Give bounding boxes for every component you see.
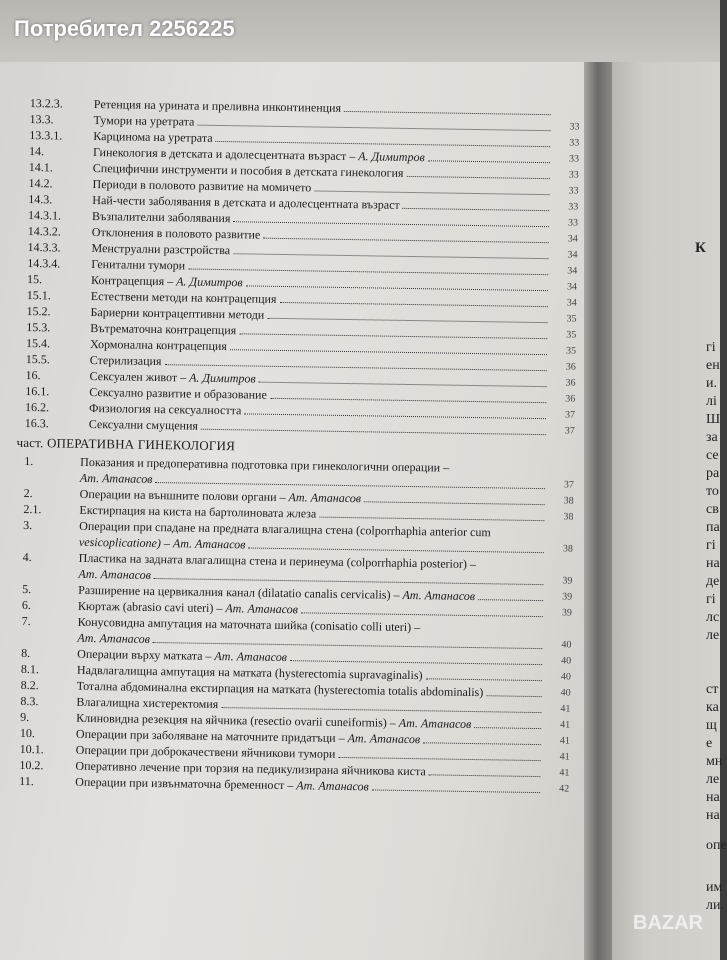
toc-entry-author: Ат. Атанасов	[77, 630, 151, 646]
toc-entry-page: 42	[559, 783, 570, 795]
toc-entry-title: Операции върху матката – Ат. Атанасов	[77, 646, 288, 665]
toc-entry-page: 33	[568, 185, 579, 197]
right-page-fragment: е	[706, 736, 713, 751]
right-page-fragment: и.	[706, 376, 717, 391]
toc-entry-page: 33	[567, 217, 579, 229]
toc-part-1	[25, 95, 580, 440]
toc-entry-author: – Ат. Атанасов	[202, 648, 288, 665]
toc-entry-title: Сексуален живот – А. Димитров	[89, 368, 256, 386]
toc-entry-number: 16.1.	[25, 383, 50, 399]
toc-entry-title: Тумори на уретрата	[93, 113, 195, 129]
dot-leader	[319, 517, 544, 522]
toc-entry-title: Карцинома на уретрата	[93, 129, 213, 145]
toc-entry-title: Операции при заболяване на маточните придатъци – Ат. Атанасов	[75, 726, 421, 747]
right-page-fragment: гі	[706, 340, 716, 355]
toc-entry-title: Менструални разстройства	[91, 240, 231, 258]
dot-leader	[267, 318, 547, 323]
toc-entry-page: 41	[560, 719, 571, 731]
toc-entry-title: Хормонална контрацепция	[89, 336, 228, 354]
toc-entry-number: 13.2.3.	[29, 95, 63, 111]
toc-entry-title: Периоди в половото развитие на момичето	[92, 176, 312, 195]
toc-entry-title: Разширение на цервикалния канал (dilatatio canalis cervicalis) – Ат. Атанасов	[78, 582, 476, 604]
right-page-fragment: мн	[706, 754, 723, 769]
toc-entry-title: Операции при доброкачествени яйчникови тумори	[75, 742, 336, 761]
right-page-heading: К	[695, 240, 706, 256]
toc-entry-number: 15.5.	[25, 351, 50, 367]
toc-entry-number: 2.1.	[23, 501, 42, 517]
toc-entry-number: 15.4.	[25, 335, 51, 351]
toc-entry-page: 35	[565, 345, 577, 357]
toc-entry-page: 41	[559, 735, 571, 747]
right-page-fragment: гі	[706, 538, 716, 553]
dot-leader	[428, 160, 550, 163]
toc-entry-author: – Ат. Атанасов	[335, 730, 421, 747]
toc-entry-author: – Ат. Атанасов	[386, 715, 472, 732]
right-page-fragment: ле	[706, 772, 720, 787]
toc-entry-page: 34	[567, 249, 578, 261]
user-watermark: Потребител 2256225	[14, 16, 235, 41]
dot-leader	[429, 774, 541, 777]
dot-leader	[474, 727, 541, 729]
right-page-fragment: за	[706, 430, 718, 445]
toc-entry-author: – Ат. Атанасов	[276, 489, 362, 506]
toc-entry-title: Възпалителни заболявания	[91, 208, 231, 226]
dot-leader	[478, 599, 543, 601]
dot-leader	[486, 695, 541, 697]
dot-leader	[279, 302, 547, 307]
toc-entry-page: 33	[569, 137, 580, 149]
toc-entry-title: Влагалищна хистеректомия	[76, 694, 219, 712]
toc-entry-page: 38	[563, 495, 574, 507]
toc-entry-title: Екстирпация на киста на бартолиновата жлеза	[79, 502, 317, 521]
dot-leader	[344, 111, 551, 115]
toc-entry-number: 10.	[19, 725, 36, 741]
toc-entry-page: 37	[563, 479, 575, 491]
toc-entry-number: 8.1.	[20, 661, 40, 677]
toc-entry-number: 8.	[21, 645, 31, 661]
toc-entry-number: 1.	[24, 453, 34, 469]
toc-entry-number: 16.3.	[24, 415, 49, 431]
toc-entry-title: Сексуални смущения	[88, 416, 199, 433]
toc-entry-author: Ат. Атанасов	[78, 566, 152, 582]
toc-entry-author: vesicoplicatione) – Ат. Атанасов	[78, 534, 246, 552]
toc-entry-number: 13.3.	[29, 111, 54, 127]
toc-entry-title: Операции при извънматочна бременност – Ат. Атанасов	[75, 774, 369, 794]
toc-entry-number: 14.3.4.	[27, 255, 61, 271]
toc-entry-title: Клиновидна резекция на яйчника (resectio ovarii cuneiformis) – Ат. Атанасов	[76, 710, 472, 732]
toc-entry-author: Ат. Атанасов	[79, 470, 153, 486]
toc-entry-author: – А. Димитров	[346, 148, 425, 165]
dot-leader	[372, 789, 540, 793]
toc-entry-page: 34	[566, 297, 577, 309]
toc-entry-number: 10.1.	[19, 741, 44, 757]
right-page-fragment: опе	[706, 838, 727, 853]
toc-entry-number: 6.	[21, 597, 32, 613]
right-page-fragment: на	[706, 556, 720, 571]
toc-entry-title: Генитални тумори	[91, 256, 186, 273]
right-page-fragment: ра	[706, 466, 720, 481]
toc-entry-page: 36	[565, 377, 576, 389]
right-page-fragment: ка	[706, 700, 719, 715]
toc-entry-number: 7.	[21, 613, 31, 629]
right-page-fragment: на	[706, 808, 720, 823]
toc-entry-page: 39	[562, 575, 573, 587]
toc-part-2	[19, 453, 574, 798]
toc-entry-page: 37	[564, 409, 576, 421]
dot-leader	[270, 398, 546, 403]
section-heading: част. ОПЕРАТИВНА ГИНЕКОЛОГИЯ	[16, 434, 236, 454]
toc-entry-number: 14.2.	[28, 175, 53, 191]
right-page-fragment: па	[706, 520, 720, 535]
right-page-fragment: на	[706, 790, 720, 805]
right-page-fragment: им	[706, 880, 723, 895]
right-page-fragment: ли.	[706, 898, 724, 913]
toc-entry-page: 41	[560, 703, 571, 715]
table-of-contents	[16, 95, 580, 798]
toc-entry-page: 34	[566, 281, 578, 293]
toc-entry-title: Специфични инструменти и пособия в детската гинекология	[92, 160, 404, 180]
toc-entry-number: 14.1.	[28, 159, 53, 175]
dot-leader	[290, 660, 542, 665]
toc-entry-page: 40	[560, 687, 571, 699]
book-gutter	[584, 0, 614, 960]
toc-entry-number: 15.1.	[26, 287, 51, 303]
toc-entry-title: Сексуално развитие и образование	[89, 384, 267, 402]
toc-entry-number: 15.	[26, 271, 43, 287]
dot-leader	[425, 678, 541, 681]
toc-entry-page: 37	[564, 425, 575, 437]
toc-entry-title: Тотална абдоминална екстирпация на матката (hysterectomia totalis abdominalis)	[76, 678, 484, 700]
toc-entry-number: 16.	[25, 367, 41, 383]
toc-entry-number: 8.2.	[20, 677, 39, 693]
toc-entry-title: Конусовидна ампутация на маточната шийка (conisatio colli uteri) –	[77, 614, 421, 635]
toc-entry-page: 34	[567, 233, 578, 245]
toc-entry-title: Показания и предоперативна подготовка при гинекологични операции –	[80, 454, 450, 475]
toc-entry-title: Пластика на задната влагалищна стена и перинеума (colporrhaphia posterior) –	[78, 550, 477, 572]
right-page-fragment: се	[706, 448, 719, 463]
toc-entry-page: 40	[561, 639, 572, 651]
toc-entry-title: Най-чести заболявания в детската и адолесцентната възраст	[92, 192, 400, 212]
toc-entry-page: 33	[568, 153, 580, 165]
toc-entry-number: 9.	[20, 709, 30, 725]
dot-leader	[338, 757, 540, 761]
toc-entry-number: 3.	[23, 517, 33, 533]
toc-entry-number: 14.	[29, 143, 45, 159]
toc-entry-page: 41	[559, 767, 570, 779]
toc-entry-title: Оперативно лечение при торзия на педикулизирана яйчникова киста	[75, 758, 426, 779]
toc-entry-number: 15.2.	[26, 303, 51, 319]
dot-leader	[314, 190, 549, 195]
toc-entry-page: 35	[566, 329, 577, 341]
toc-entry-title: Вътрематочна контрацепция	[90, 320, 237, 338]
toc-entry-title: Стерилизация	[89, 352, 162, 369]
right-book-page	[612, 60, 723, 960]
toc-entry-title: Контрацепция – А. Димитров	[90, 272, 243, 290]
right-page-fragment: гі	[706, 592, 716, 607]
toc-entry-number: 15.3.	[26, 319, 51, 335]
toc-entry-title: Гинекология в детската и адолесцентната възраст – А. Димитров	[93, 144, 425, 165]
dot-leader	[301, 612, 543, 617]
right-page-fragment: лі	[706, 394, 717, 409]
right-page-fragment: Ш	[706, 412, 721, 427]
toc-entry-page: 40	[561, 655, 572, 667]
toc-entry-page: 41	[559, 751, 570, 763]
dot-leader	[406, 176, 549, 179]
toc-entry-title: Естествени методи на контрацепция	[90, 288, 277, 306]
toc-entry-number: 5.	[22, 581, 32, 597]
right-page-fragment: св	[706, 502, 719, 517]
toc-entry-page: 36	[565, 361, 576, 373]
toc-entry-title: Физиология на сексуалността	[88, 400, 242, 418]
toc-entry-number: 8.3.	[20, 693, 39, 709]
toc-entry-page: 33	[568, 201, 579, 213]
right-page-fragment: де	[706, 574, 720, 589]
toc-entry-number: 10.2.	[19, 757, 44, 773]
toc-entry-page: 34	[567, 265, 578, 277]
toc-entry-page: 39	[561, 607, 573, 619]
toc-entry-page: 36	[565, 393, 576, 405]
toc-entry-title: Операции на външните полови органи – Ат. Атанасов	[79, 486, 362, 506]
toc-entry-number: 13.3.1.	[29, 127, 63, 143]
toc-entry-page: 38	[563, 511, 574, 523]
toc-entry-title: Отклонения в половото развитие	[91, 224, 261, 242]
toc-entry-page: 35	[566, 313, 577, 325]
dot-leader	[263, 238, 549, 243]
dot-leader	[403, 208, 550, 211]
dot-leader	[423, 742, 541, 745]
toc-entry-page: 40	[560, 671, 572, 683]
right-page-fragment: ен	[706, 358, 720, 373]
toc-entry-author: – Ат. Атанасов	[213, 600, 299, 617]
toc-entry-title: Кюртаж (abrasio cavi uteri) – Ат. Атанасов	[77, 598, 299, 617]
toc-entry-author: – Ат. Атанасов	[284, 778, 369, 794]
toc-entry-page: 33	[568, 169, 579, 181]
toc-entry-author: – А. Димитров	[177, 370, 256, 386]
toc-entry-author: – А. Димитров	[164, 274, 243, 290]
toc-entry-page: 39	[562, 591, 573, 603]
dot-leader	[201, 429, 546, 435]
toc-entry-page: 33	[569, 121, 580, 133]
toc-entry-number: 14.3.3.	[27, 239, 61, 255]
toc-entry-title: Операции при спадане на предната влагалищна стена (colporrhaphia anterior cum	[79, 518, 491, 540]
toc-entry-number: 2.	[23, 485, 33, 501]
toc-entry-number: 16.2.	[24, 399, 50, 415]
toc-entry-number: 14.3.2.	[27, 223, 61, 239]
toc-entry-author: – Ат. Атанасов	[390, 587, 476, 604]
right-page-fragment: ст	[706, 682, 719, 697]
toc-entry-title: Надвлагалищна ампутация на матката (hysterectomia supravaginalis)	[76, 662, 423, 683]
right-page-fragment: ле	[706, 628, 720, 643]
toc-entry-title: Бариерни контрацептивни методи	[90, 304, 265, 322]
bazar-logo: BAZAR	[633, 912, 703, 934]
toc-entry-number: 11.	[19, 773, 34, 789]
toc-entry-page: 38	[562, 543, 574, 555]
right-page-fragment: то	[706, 484, 719, 499]
toc-entry-number: 4.	[22, 549, 32, 565]
right-page-fragment: щ	[706, 718, 717, 733]
toc-entry-number: 14.3.1.	[28, 207, 62, 223]
toc-entry-number: 14.3.	[28, 191, 53, 207]
toc-entry-title: Ретенция на урината и преливна инконтиненция	[93, 97, 342, 115]
dot-leader	[364, 501, 545, 505]
right-page-fragment: лс	[706, 610, 720, 625]
